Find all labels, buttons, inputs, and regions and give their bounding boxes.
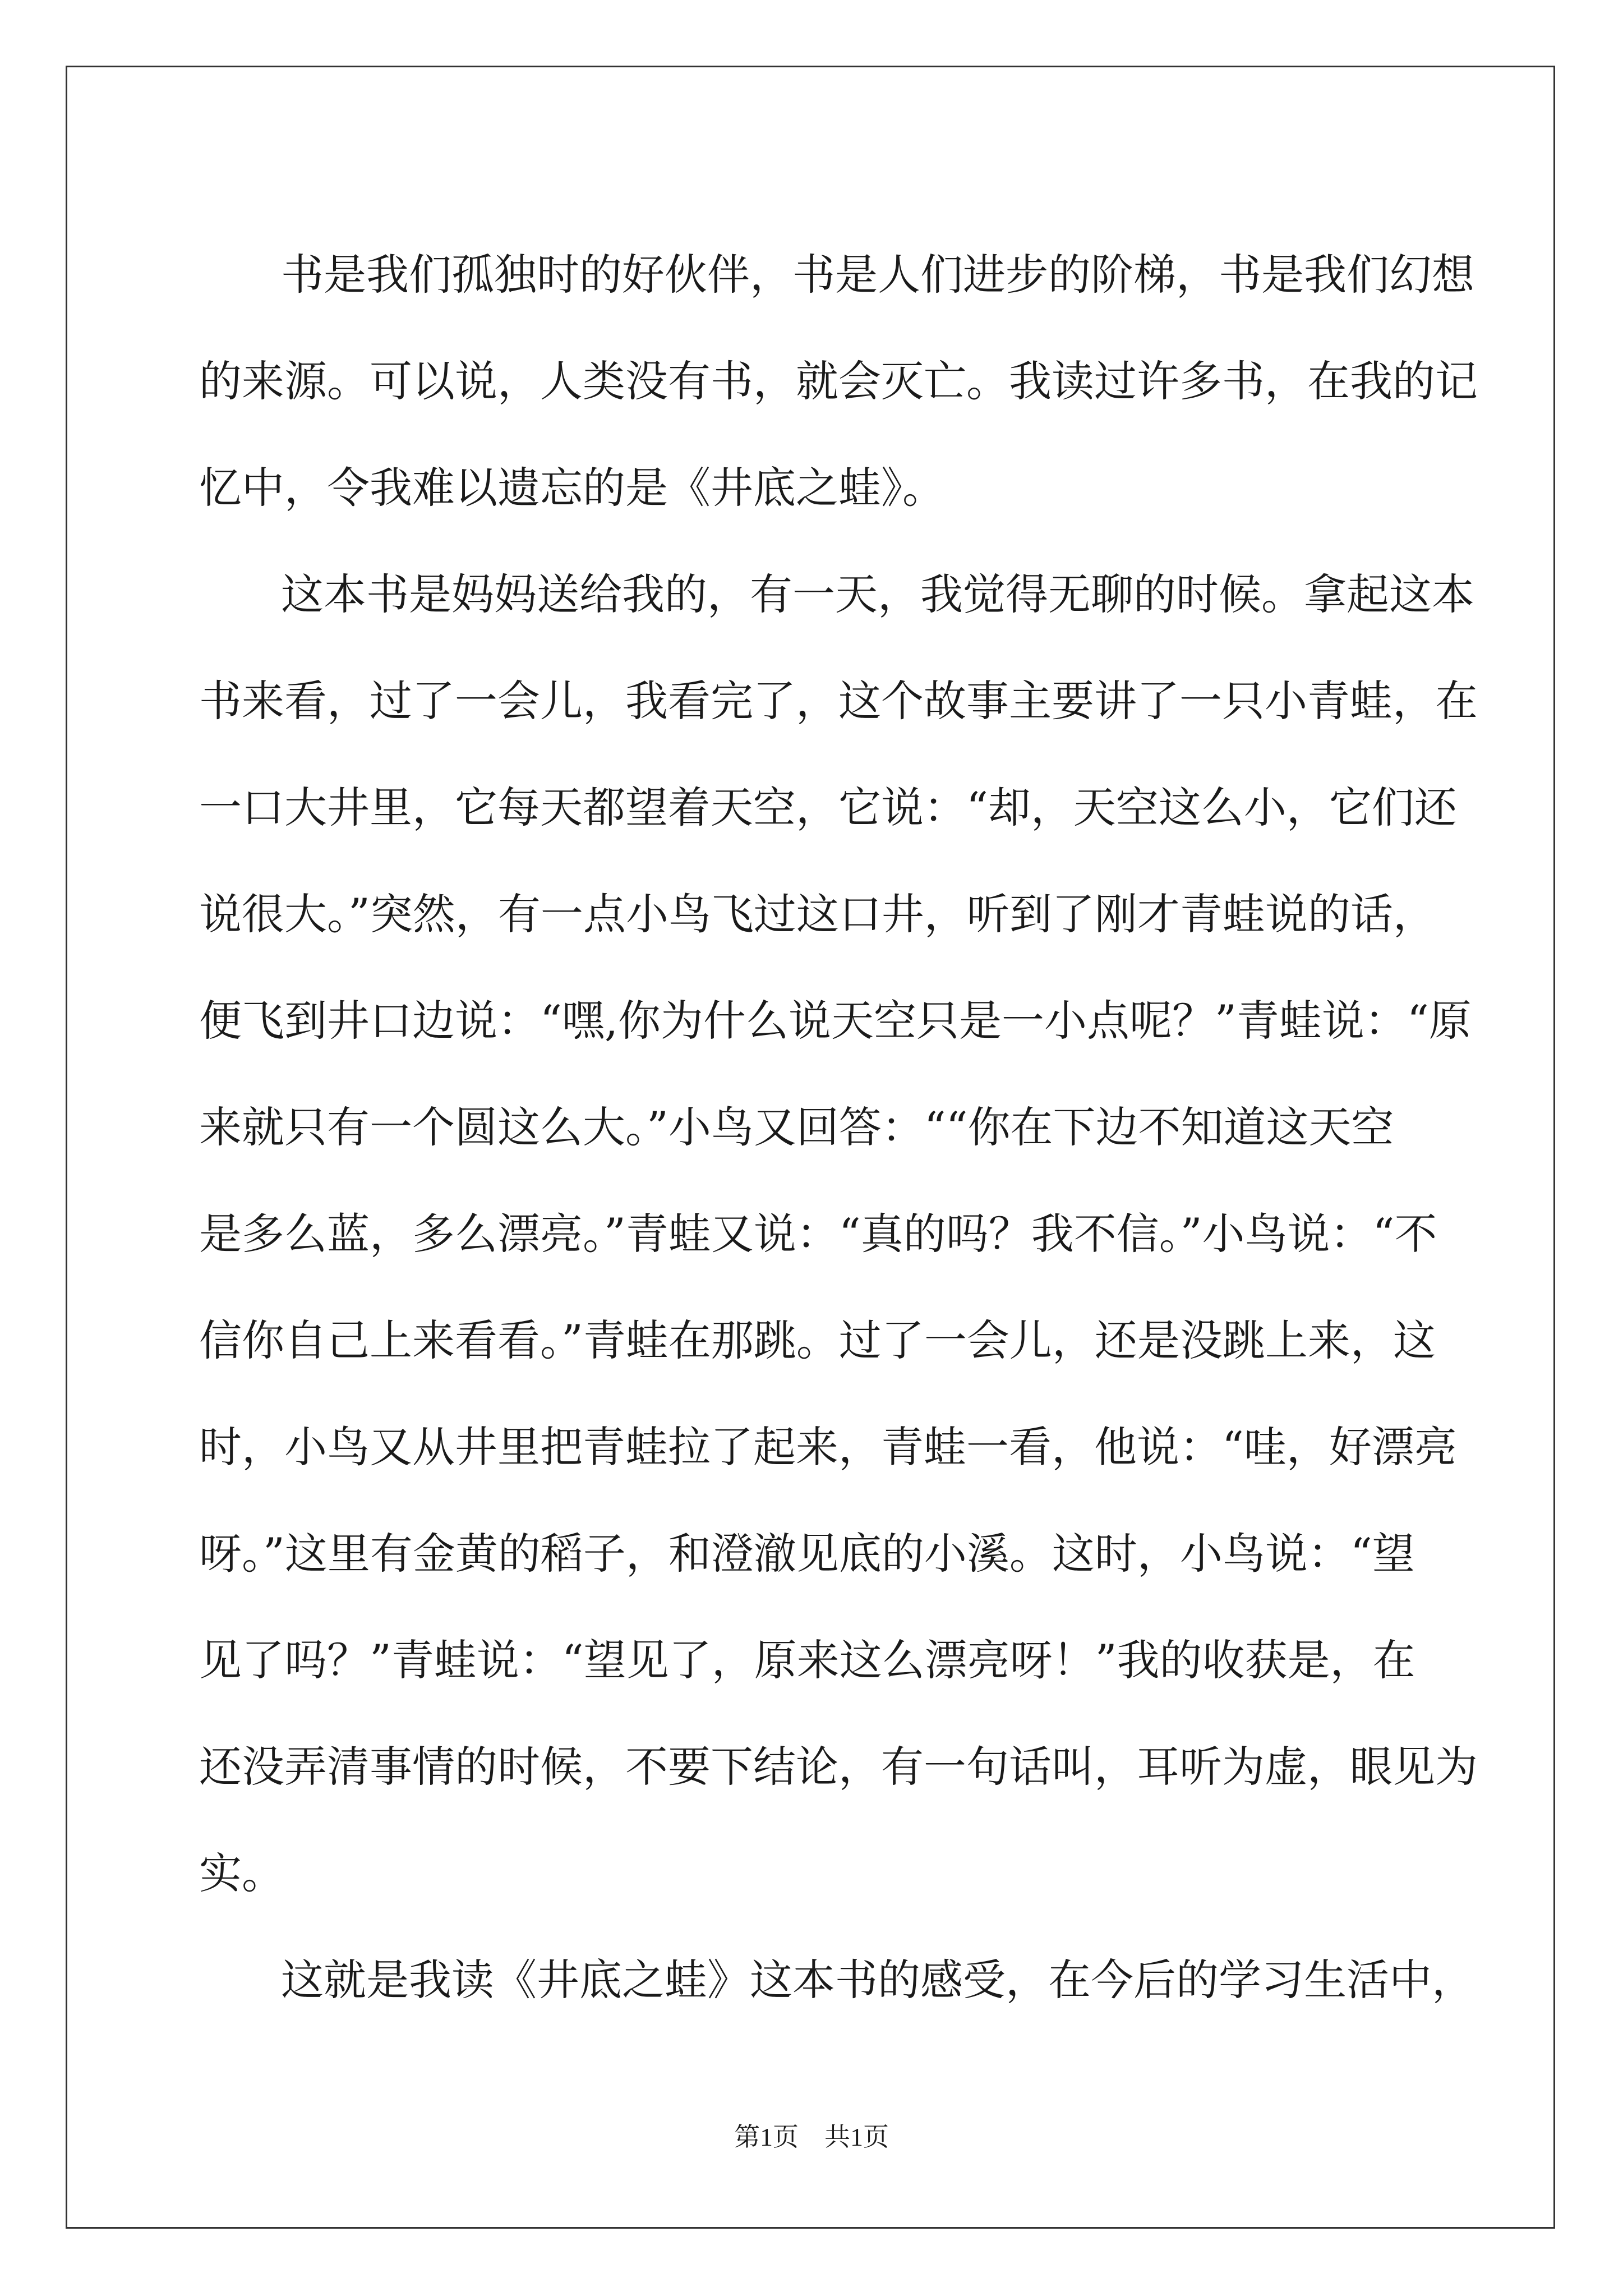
text-line: 书是我们孤独时的好伙伴，书是人们进步的阶梯，书是我们幻想: [281, 250, 1474, 300]
text-line: 的来源。可以说，人类没有书，就会灭亡。我读过许多书，在我的记: [199, 356, 1478, 406]
text-line: 忆中，令我难以遗忘的是《井底之蛙》。: [199, 463, 945, 513]
text-line: 呀。”这里有金黄的稻子，和澄澈见底的小溪。这时，小鸟说：“望: [199, 1529, 1415, 1579]
text-line: 书来看，过了一会儿，我看完了，这个故事主要讲了一只小青蛙，在: [199, 676, 1478, 726]
text-line: 说很大。”突然，有一点小鸟飞过这口井，听到了刚才青蛙说的话，: [199, 889, 1436, 939]
page-footer: [0, 2120, 1623, 2154]
text-line: 来就只有一个圆这么大。”小鸟又回答：““你在下边不知道这天空: [199, 1102, 1394, 1152]
text-line: 一口大井里，它每天都望着天空，它说：“却，天空这么小，它们还: [199, 783, 1457, 832]
text-line: 这就是我读《井底之蛙》这本书的感受，在今后的学习生活中，: [281, 1955, 1474, 2005]
text-line: 信你自己上来看看。”青蛙在那跳。过了一会儿，还是没跳上来，这: [199, 1315, 1436, 1365]
page-number: 第1页 共1页: [734, 2123, 889, 2151]
text-line: 还没弄清事情的时候，不要下结论，有一句话叫，耳听为虚，眼见为: [199, 1742, 1478, 1792]
text-line: 是多么蓝，多么漂亮。”青蛙又说：“真的吗？我不信。”小鸟说：“不: [199, 1209, 1437, 1259]
text-line: 见了吗？”青蛙说：“望见了，原来这么漂亮呀！”我的收获是，在: [199, 1635, 1415, 1685]
document-body: [199, 222, 1478, 2033]
text-line: 便飞到井口边说：“嘿,你为什么说天空只是一小点呢？”青蛙说：“原: [199, 996, 1472, 1046]
text-line: 时，小鸟又从井里把青蛙拉了起来，青蛙一看，他说：“哇，好漂亮: [199, 1422, 1457, 1472]
text-line: 实。: [199, 1848, 284, 1898]
text-line: 这本书是妈妈送给我的，有一天，我觉得无聊的时候。拿起这本: [281, 569, 1474, 619]
